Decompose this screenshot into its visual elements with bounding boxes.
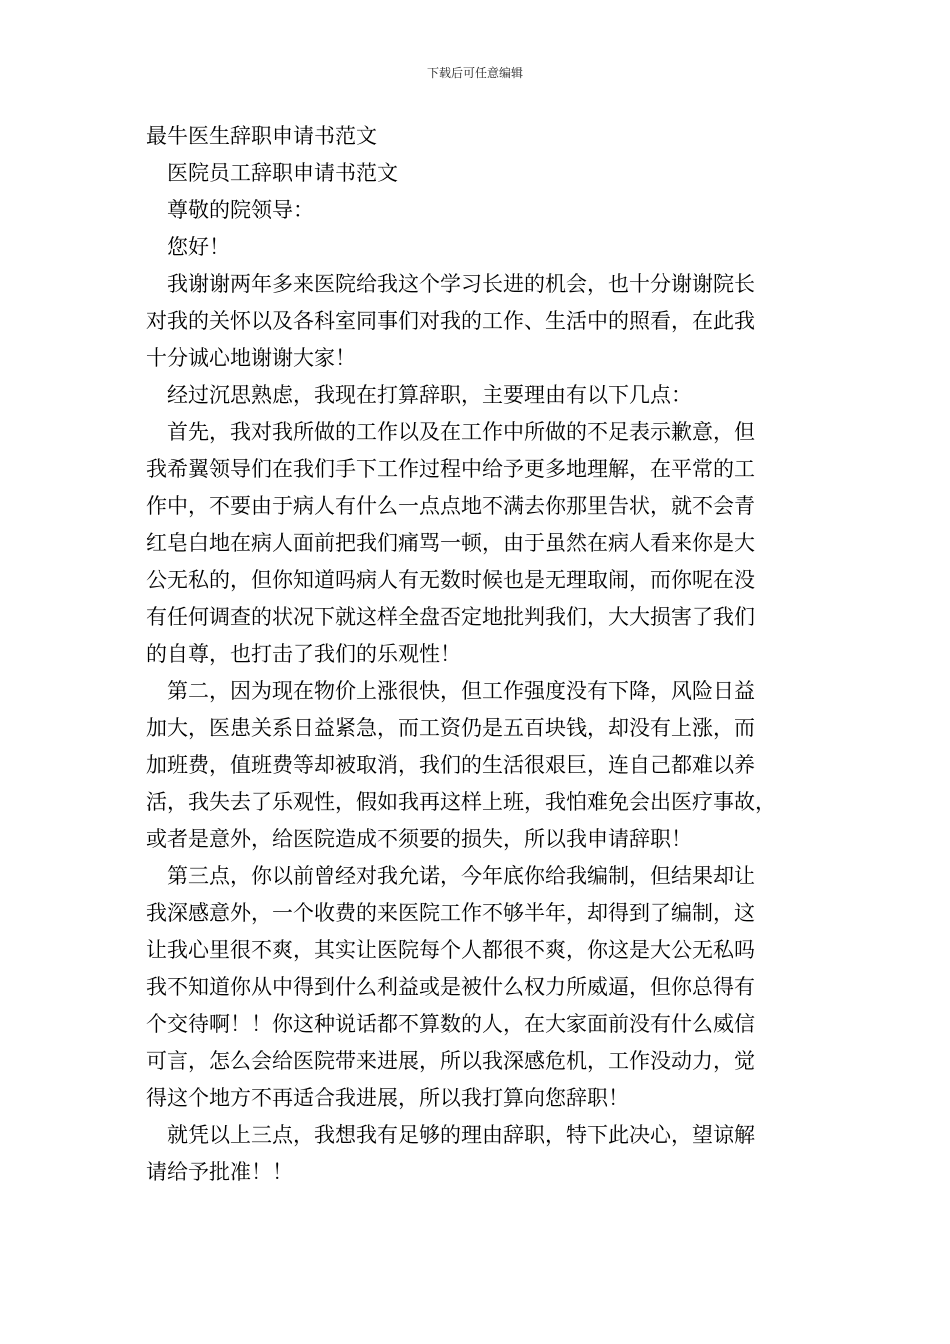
text-line: 我深感意外，一个收费的来医院工作不够半年，却得到了编制，这 [146,901,755,925]
text-line: 我不知道你从中得到什么利益或是被什么权力所威逼，但你总得有 [146,975,755,999]
text-line: 作中，不要由于病人有什么一点点地不满去你那里告状，就不会青 [146,494,755,518]
text-line: 有任何调查的状况下就这样全盘否定地批判我们，大大损害了我们 [146,605,755,629]
text-line: 第三点，你以前曾经对我允诺，今年底你给我编制，但结果却让 [167,864,755,888]
text-line: 尊敬的院领导： [167,198,314,222]
text-line: 活，我失去了乐观性，假如我再这样上班，我怕难免会出医疗事故， [146,790,776,814]
text-line: 您好！ [167,235,230,259]
text-line: 加班费，值班费等却被取消，我们的生活很艰巨，连自己都难以养 [146,753,755,777]
text-line: 首先，我对我所做的工作以及在工作中所做的不足表示歉意，但 [167,420,755,444]
text-line: 可言，怎么会给医院带来进展，所以我深感危机，工作没动力，觉 [146,1049,755,1073]
text-line: 加大，医患关系日益紧急，而工资仍是五百块钱，却没有上涨，而 [146,716,755,740]
text-line: 得这个地方不再适合我进展，所以我打算向您辞职！ [146,1086,629,1110]
text-line: 我谢谢两年多来医院给我这个学习长进的机会，也十分谢谢院长 [167,272,755,296]
page-header-note: 下载后可任意编辑 [426,66,523,80]
text-line: 医院员工辞职申请书范文 [167,161,398,185]
text-line: 请给予批准！！ [146,1160,293,1184]
text-line: 让我心里很不爽，其实让医院每个人都很不爽，你这是大公无私吗 [146,938,755,962]
text-line: 就凭以上三点，我想我有足够的理由辞职，特下此决心，望谅解 [167,1123,755,1147]
text-line: 我希翼领导们在我们手下工作过程中给予更多地理解，在平常的工 [146,457,755,481]
document-body [146,118,812,1191]
document-title: 最牛医生辞职申请书范文 [146,124,377,148]
text-line: 经过沉思熟虑，我现在打算辞职，主要理由有以下几点： [167,383,692,407]
document-lines [146,155,812,1191]
text-line: 或者是意外，给医院造成不须要的损失，所以我申请辞职！ [146,827,692,851]
text-line: 对我的关怀以及各科室同事们对我的工作、生活中的照看，在此我 [146,309,755,333]
text-line: 红皂白地在病人面前把我们痛骂一顿，由于虽然在病人看来你是大 [146,531,755,555]
text-line: 第二，因为现在物价上涨很快，但工作强度没有下降，风险日益 [167,679,755,703]
text-line: 十分诚心地谢谢大家！ [146,346,356,370]
text-line: 个交待啊！！你这种说话都不算数的人，在大家面前没有什么威信 [146,1012,755,1036]
text-line: 的自尊，也打击了我们的乐观性！ [146,642,461,666]
text-line: 公无私的，但你知道吗病人有无数时候也是无理取闹，而你呢在没 [146,568,755,592]
